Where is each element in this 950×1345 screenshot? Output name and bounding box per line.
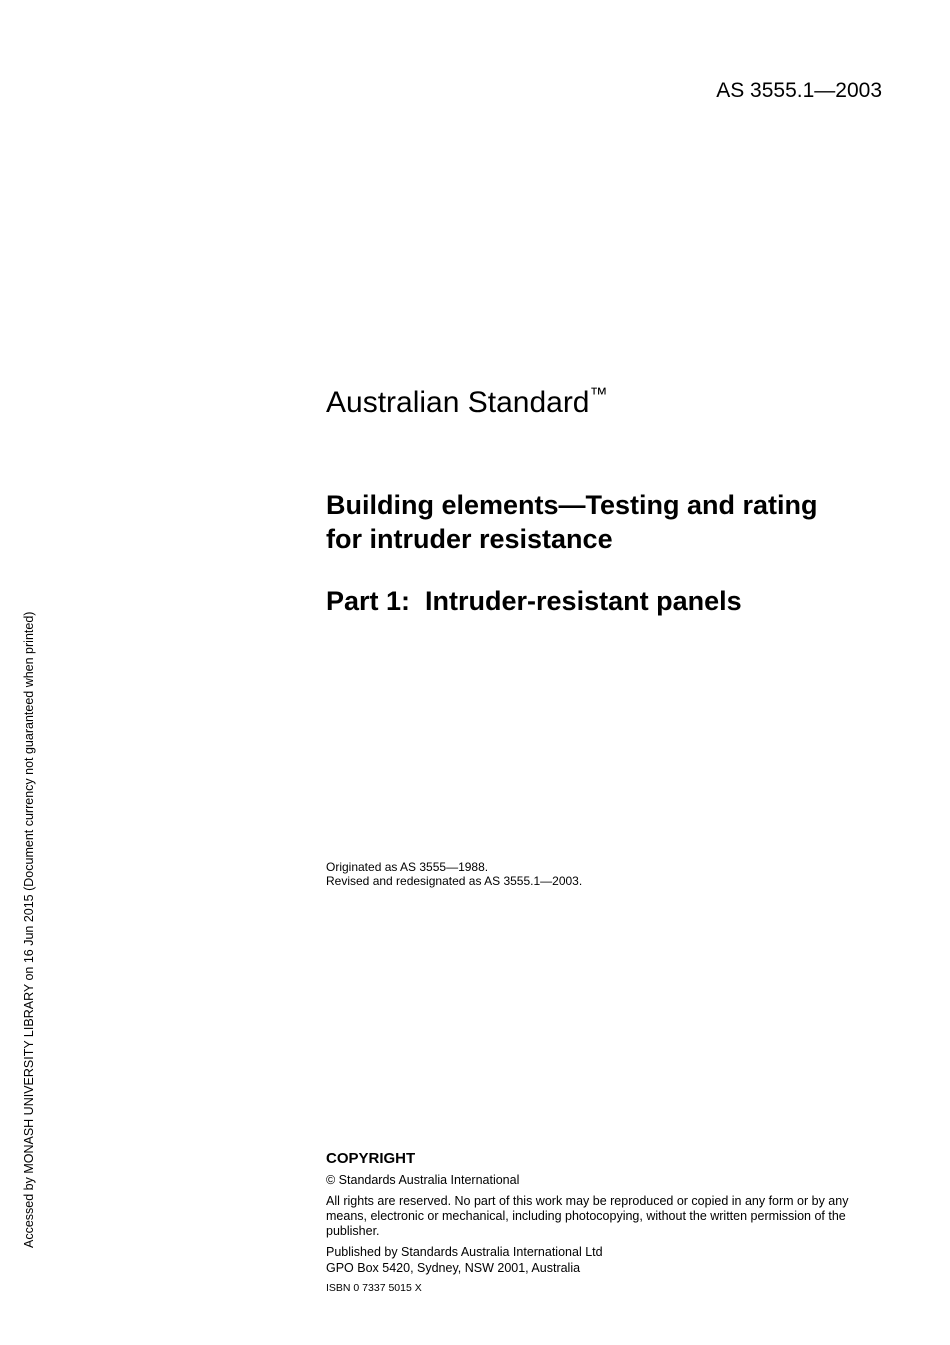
title-line-1: Building elements—Testing and rating: [326, 490, 818, 520]
copyright-section: [326, 1149, 886, 1295]
publication-history: [326, 860, 582, 888]
series-name: Australian Standard: [326, 386, 590, 419]
title-line-2: for intruder resistance: [326, 524, 613, 554]
access-watermark: Accessed by MONASH UNIVERSITY LIBRARY on 16 Jun 2015 (Document currency not guaranteed when printed): [22, 611, 36, 1248]
document-id: AS 3555.1—2003: [716, 79, 882, 102]
part-title: Part 1: Intruder-resistant panels: [326, 586, 742, 616]
publisher-info: [326, 1245, 886, 1276]
copyright-rights-statement: All rights are reserved. No part of this work may be reproduced or copied in any form or by any means, electronic or mechanical, including photocopying, without the written permission of the publisher.: [326, 1194, 849, 1238]
copyright-heading: COPYRIGHT: [326, 1150, 416, 1167]
trademark-symbol: ™: [589, 384, 608, 404]
history-line-2: Revised and redesignated as AS 3555.1—2003.: [326, 874, 583, 888]
isbn: ISBN 0 7337 5015 X: [326, 1282, 422, 1294]
publisher-address: GPO Box 5420, Sydney, NSW 2001, Australia: [326, 1260, 581, 1275]
document-title: [326, 488, 886, 556]
publisher-name: Published by Standards Australia International Ltd: [326, 1245, 603, 1259]
standard-series: [326, 386, 608, 420]
history-line-1: Originated as AS 3555—1988.: [326, 860, 489, 874]
copyright-holder: © Standards Australia International: [326, 1173, 520, 1187]
